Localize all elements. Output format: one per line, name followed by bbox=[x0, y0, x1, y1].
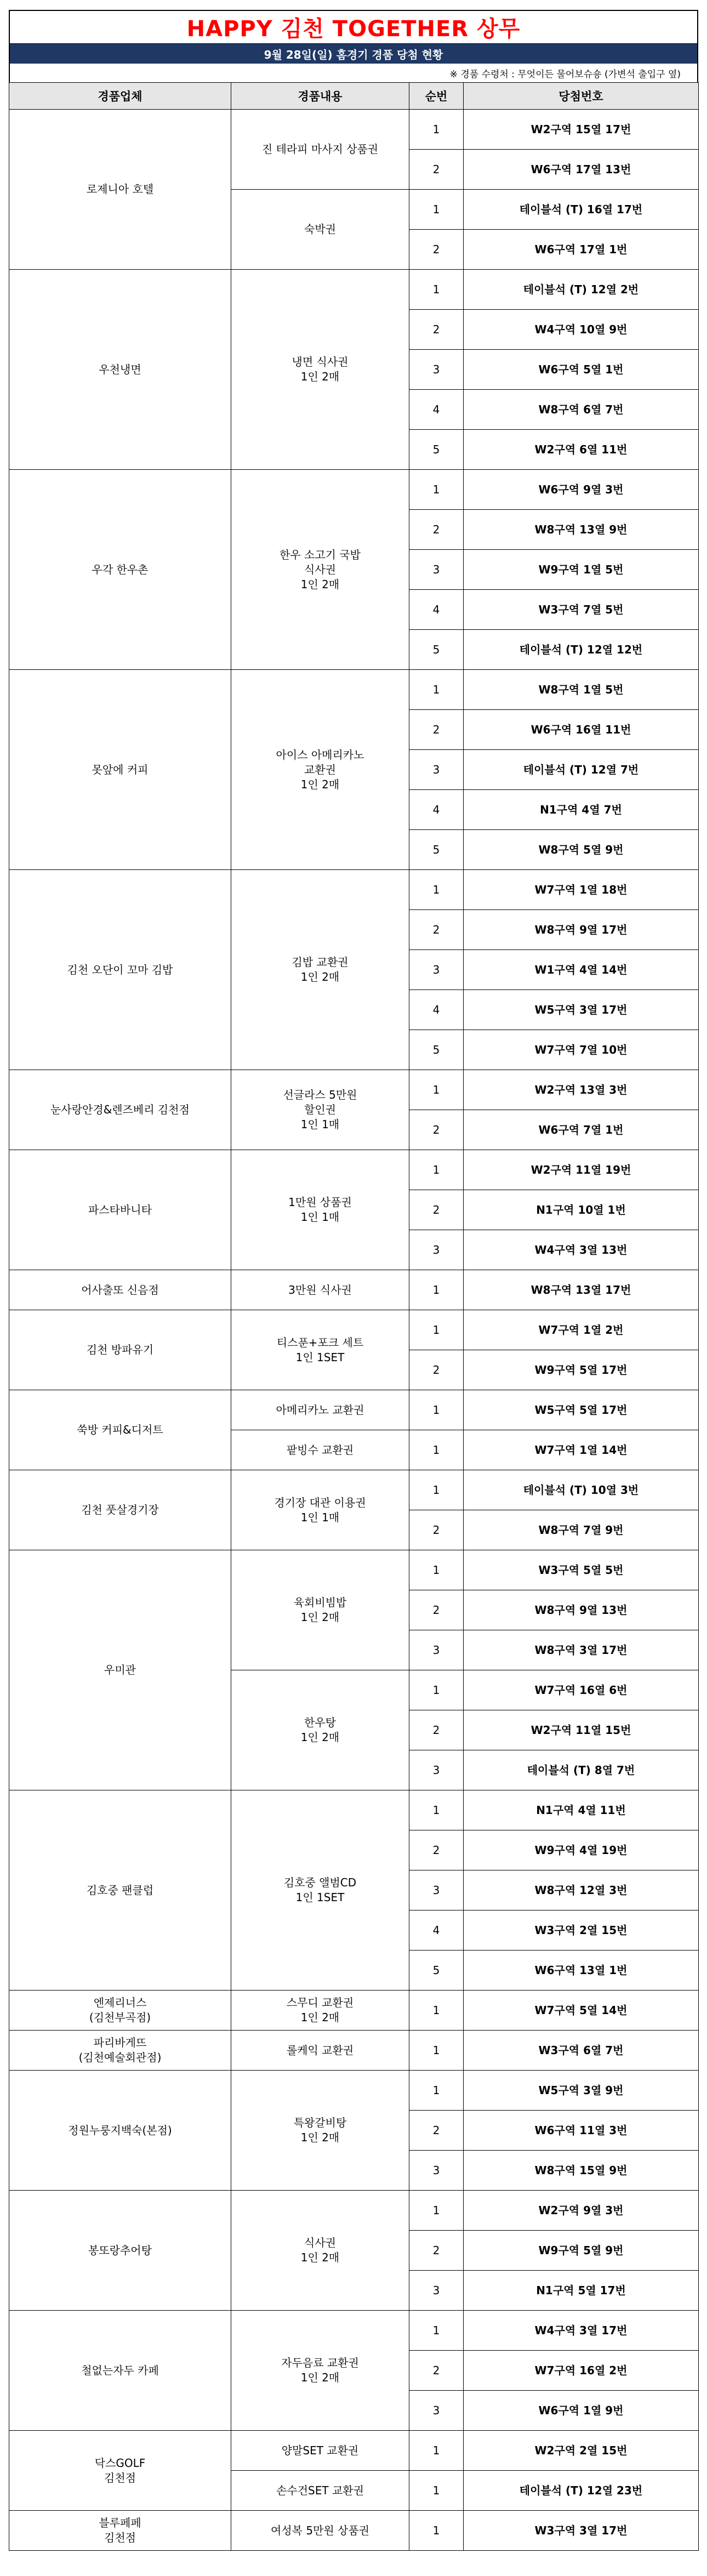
winner-cell: W9구역 4열 19번 bbox=[464, 1830, 699, 1870]
winner-cell: W6구역 9열 3번 bbox=[464, 470, 699, 510]
winner-cell: W8구역 12열 3번 bbox=[464, 1870, 699, 1910]
winner-cell: W7구역 16열 6번 bbox=[464, 1670, 699, 1710]
seq-cell: 1 bbox=[409, 870, 464, 910]
seq-cell: 3 bbox=[409, 2151, 464, 2191]
seq-cell: 3 bbox=[409, 2391, 464, 2431]
seq-cell: 2 bbox=[409, 1350, 464, 1390]
winner-cell: N1구역 5열 17번 bbox=[464, 2271, 699, 2311]
winner-cell: W2구역 13열 3번 bbox=[464, 1070, 699, 1110]
winner-cell: W2구역 2열 15번 bbox=[464, 2431, 699, 2471]
seq-cell: 2 bbox=[409, 1710, 464, 1750]
company-cell: 우미관 bbox=[9, 1550, 231, 1790]
seq-cell: 2 bbox=[409, 2231, 464, 2271]
item-cell: 자두음료 교환권 1인 2매 bbox=[231, 2311, 409, 2431]
seq-cell: 1 bbox=[409, 2311, 464, 2351]
company-cell: 못앞에 커피 bbox=[9, 670, 231, 870]
item-cell: 양말SET 교환권 bbox=[231, 2431, 409, 2471]
company-cell: 김천 방파유기 bbox=[9, 1310, 231, 1390]
winner-cell: W6구역 1열 9번 bbox=[464, 2391, 699, 2431]
seq-cell: 4 bbox=[409, 790, 464, 830]
seq-cell: 1 bbox=[409, 190, 464, 230]
winner-cell: W6구역 13열 1번 bbox=[464, 1951, 699, 1991]
seq-cell: 1 bbox=[409, 1150, 464, 1190]
company-cell: 철없는자두 카페 bbox=[9, 2311, 231, 2431]
item-cell: 육회비빔밥 1인 2매 bbox=[231, 1550, 409, 1670]
item-cell: 진 테라피 마사지 상품권 bbox=[231, 110, 409, 190]
winner-cell: W4구역 3열 13번 bbox=[464, 1230, 699, 1270]
company-cell: 우천냉면 bbox=[9, 270, 231, 470]
seq-cell: 2 bbox=[409, 510, 464, 550]
seq-cell: 2 bbox=[409, 150, 464, 190]
seq-cell: 1 bbox=[409, 1310, 464, 1350]
winner-cell: W7구역 1열 18번 bbox=[464, 870, 699, 910]
seq-cell: 3 bbox=[409, 1870, 464, 1910]
seq-cell: 2 bbox=[409, 1510, 464, 1550]
seq-cell: 2 bbox=[409, 1830, 464, 1870]
seq-cell: 3 bbox=[409, 1230, 464, 1270]
item-cell: 3만원 식사권 bbox=[231, 1270, 409, 1310]
seq-cell: 1 bbox=[409, 670, 464, 710]
winner-cell: W1구역 4열 14번 bbox=[464, 950, 699, 990]
seq-cell: 1 bbox=[409, 1790, 464, 1830]
item-cell: 한우 소고기 국밥 식사권 1인 2매 bbox=[231, 470, 409, 670]
item-cell: 1만원 상품권 1인 1매 bbox=[231, 1150, 409, 1270]
seq-cell: 2 bbox=[409, 230, 464, 270]
seq-cell: 1 bbox=[409, 1470, 464, 1510]
item-cell: 티스푼+포크 세트 1인 1SET bbox=[231, 1310, 409, 1390]
winner-cell: W3구역 5열 5번 bbox=[464, 1550, 699, 1590]
winner-cell: W2구역 11열 15번 bbox=[464, 1710, 699, 1750]
winner-cell: W6구역 17열 13번 bbox=[464, 150, 699, 190]
winner-cell: W6구역 17열 1번 bbox=[464, 230, 699, 270]
item-cell: 선글라스 5만원 할인권 1인 1매 bbox=[231, 1070, 409, 1150]
table-row bbox=[9, 2431, 699, 2471]
seq-cell: 2 bbox=[409, 310, 464, 350]
winner-cell: W4구역 10열 9번 bbox=[464, 310, 699, 350]
table-row bbox=[9, 2311, 699, 2351]
seq-cell: 5 bbox=[409, 1030, 464, 1070]
seq-cell: 1 bbox=[409, 1390, 464, 1430]
winner-cell: W3구역 3열 17번 bbox=[464, 2511, 699, 2551]
table-row bbox=[9, 1790, 699, 1830]
winner-cell: W6구역 16열 11번 bbox=[464, 710, 699, 750]
seq-cell: 1 bbox=[409, 110, 464, 150]
winner-cell: W8구역 7열 9번 bbox=[464, 1510, 699, 1550]
table-row bbox=[9, 1070, 699, 1110]
winner-cell: 테이블석 (T) 16열 17번 bbox=[464, 190, 699, 230]
item-cell: 팥빙수 교환권 bbox=[231, 1430, 409, 1470]
table-row bbox=[9, 870, 699, 910]
company-cell: 블루페페 김천점 bbox=[9, 2511, 231, 2551]
winner-cell: 테이블석 (T) 12열 23번 bbox=[464, 2471, 699, 2511]
item-cell: 경기장 대관 이용권 1인 1매 bbox=[231, 1470, 409, 1550]
table-row bbox=[9, 1150, 699, 1190]
winner-cell: N1구역 4열 11번 bbox=[464, 1790, 699, 1830]
seq-cell: 1 bbox=[409, 1270, 464, 1310]
company-cell: 쑥방 커피&디저트 bbox=[9, 1390, 231, 1470]
seq-cell: 1 bbox=[409, 2511, 464, 2551]
winner-cell: N1구역 4열 7번 bbox=[464, 790, 699, 830]
winner-cell: W8구역 3열 17번 bbox=[464, 1630, 699, 1670]
company-cell: 눈사랑안경&렌즈베리 김천점 bbox=[9, 1070, 231, 1150]
seq-cell: 1 bbox=[409, 1430, 464, 1470]
winner-cell: W7구역 1열 2번 bbox=[464, 1310, 699, 1350]
table-row bbox=[9, 470, 699, 510]
company-cell: 엔제리너스 (김천부곡점) bbox=[9, 1991, 231, 2031]
seq-cell: 1 bbox=[409, 1670, 464, 1710]
item-cell: 롤케익 교환권 bbox=[231, 2031, 409, 2071]
winner-cell: 테이블석 (T) 12열 12번 bbox=[464, 630, 699, 670]
winner-cell: W8구역 15열 9번 bbox=[464, 2151, 699, 2191]
winner-cell: W6구역 11열 3번 bbox=[464, 2111, 699, 2151]
table-row bbox=[9, 1310, 699, 1350]
header-seq: 순번 bbox=[409, 83, 464, 110]
winner-cell: W8구역 9열 13번 bbox=[464, 1590, 699, 1630]
winner-cell: W3구역 6열 7번 bbox=[464, 2031, 699, 2071]
winner-cell: W8구역 13열 9번 bbox=[464, 510, 699, 550]
table-row bbox=[9, 1270, 699, 1310]
winner-cell: W8구역 6열 7번 bbox=[464, 390, 699, 430]
company-cell: 파스타바니타 bbox=[9, 1150, 231, 1270]
company-cell: 파리바게뜨 (김천예술회관점) bbox=[9, 2031, 231, 2071]
winner-cell: W7구역 7열 10번 bbox=[464, 1030, 699, 1070]
item-cell: 냉면 식사권 1인 2매 bbox=[231, 270, 409, 470]
company-cell: 어사출또 신음점 bbox=[9, 1270, 231, 1310]
seq-cell: 1 bbox=[409, 2031, 464, 2071]
item-cell: 김호중 앨범CD 1인 1SET bbox=[231, 1790, 409, 1991]
winner-cell: N1구역 10열 1번 bbox=[464, 1190, 699, 1230]
winner-cell: W8구역 9열 17번 bbox=[464, 910, 699, 950]
winner-cell: W5구역 3열 17번 bbox=[464, 990, 699, 1030]
seq-cell: 1 bbox=[409, 2431, 464, 2471]
winner-cell: W2구역 15열 17번 bbox=[464, 110, 699, 150]
seq-cell: 3 bbox=[409, 2271, 464, 2311]
seq-cell: 5 bbox=[409, 1951, 464, 1991]
company-cell: 우각 한우촌 bbox=[9, 470, 231, 670]
seq-cell: 4 bbox=[409, 1910, 464, 1951]
seq-cell: 5 bbox=[409, 830, 464, 870]
item-cell: 숙박권 bbox=[231, 190, 409, 270]
winner-cell: W8구역 13열 17번 bbox=[464, 1270, 699, 1310]
winner-cell: W3구역 2열 15번 bbox=[464, 1910, 699, 1951]
seq-cell: 4 bbox=[409, 390, 464, 430]
item-cell: 김밥 교환권 1인 2매 bbox=[231, 870, 409, 1070]
company-cell: 로제니아 호텔 bbox=[9, 110, 231, 270]
header-winner: 당첨번호 bbox=[464, 83, 699, 110]
table-row bbox=[9, 2191, 699, 2231]
company-cell: 김호중 팬클럽 bbox=[9, 1790, 231, 1991]
item-cell: 여성복 5만원 상품권 bbox=[231, 2511, 409, 2551]
seq-cell: 3 bbox=[409, 1750, 464, 1790]
seq-cell: 2 bbox=[409, 1190, 464, 1230]
item-cell: 식사권 1인 2매 bbox=[231, 2191, 409, 2311]
winner-cell: W9구역 1열 5번 bbox=[464, 550, 699, 590]
seq-cell: 1 bbox=[409, 2191, 464, 2231]
seq-cell: 2 bbox=[409, 710, 464, 750]
winner-cell: W9구역 5열 17번 bbox=[464, 1350, 699, 1390]
winner-cell: 테이블석 (T) 10열 3번 bbox=[464, 1470, 699, 1510]
winner-cell: W3구역 7열 5번 bbox=[464, 590, 699, 630]
company-cell: 봉또랑추어탕 bbox=[9, 2191, 231, 2311]
header-item: 경품내용 bbox=[231, 83, 409, 110]
winner-cell: W2구역 6열 11번 bbox=[464, 430, 699, 470]
seq-cell: 1 bbox=[409, 2071, 464, 2111]
seq-cell: 3 bbox=[409, 750, 464, 790]
seq-cell: 4 bbox=[409, 990, 464, 1030]
seq-cell: 1 bbox=[409, 1550, 464, 1590]
seq-cell: 2 bbox=[409, 1590, 464, 1630]
seq-cell: 2 bbox=[409, 1110, 464, 1150]
item-cell: 아이스 아메리카노 교환권 1인 2매 bbox=[231, 670, 409, 870]
page-subtitle: 9월 28일(일) 홈경기 경품 당첨 현황 bbox=[9, 44, 698, 64]
seq-cell: 1 bbox=[409, 2471, 464, 2511]
winner-cell: 테이블석 (T) 8열 7번 bbox=[464, 1750, 699, 1790]
winner-cell: W2구역 11열 19번 bbox=[464, 1150, 699, 1190]
winners-table bbox=[9, 82, 699, 2551]
table-row bbox=[9, 2071, 699, 2111]
table-row bbox=[9, 670, 699, 710]
seq-cell: 1 bbox=[409, 270, 464, 310]
table-row bbox=[9, 2031, 699, 2071]
winner-cell: W8구역 1열 5번 bbox=[464, 670, 699, 710]
winner-cell: W8구역 5열 9번 bbox=[464, 830, 699, 870]
seq-cell: 3 bbox=[409, 1630, 464, 1670]
seq-cell: 1 bbox=[409, 1991, 464, 2031]
seq-cell: 5 bbox=[409, 430, 464, 470]
item-cell: 아메리카노 교환권 bbox=[231, 1390, 409, 1430]
table-row bbox=[9, 110, 699, 150]
winner-cell: W5구역 3열 9번 bbox=[464, 2071, 699, 2111]
item-cell: 특왕갈비탕 1인 2매 bbox=[231, 2071, 409, 2191]
winner-cell: W7구역 16열 2번 bbox=[464, 2351, 699, 2391]
company-cell: 김천 오단이 꼬마 김밥 bbox=[9, 870, 231, 1070]
seq-cell: 1 bbox=[409, 470, 464, 510]
company-cell: 닥스GOLF 김천점 bbox=[9, 2431, 231, 2511]
seq-cell: 2 bbox=[409, 2351, 464, 2391]
winner-cell: W4구역 3열 17번 bbox=[464, 2311, 699, 2351]
seq-cell: 1 bbox=[409, 1070, 464, 1110]
seq-cell: 3 bbox=[409, 950, 464, 990]
table-row bbox=[9, 270, 699, 310]
prize-sheet bbox=[9, 10, 698, 2551]
company-cell: 정원누룽지백숙(본점) bbox=[9, 2071, 231, 2191]
winner-cell: W5구역 5열 17번 bbox=[464, 1390, 699, 1430]
seq-cell: 3 bbox=[409, 550, 464, 590]
seq-cell: 5 bbox=[409, 630, 464, 670]
page-title: HAPPY 김천 TOGETHER 상무 bbox=[9, 10, 698, 44]
table-row bbox=[9, 1470, 699, 1510]
table-row bbox=[9, 1991, 699, 2031]
winner-cell: W6구역 7열 1번 bbox=[464, 1110, 699, 1150]
table-row bbox=[9, 1390, 699, 1430]
item-cell: 손수건SET 교환권 bbox=[231, 2471, 409, 2511]
winner-cell: 테이블석 (T) 12열 2번 bbox=[464, 270, 699, 310]
seq-cell: 3 bbox=[409, 350, 464, 390]
table-row bbox=[9, 1550, 699, 1590]
pickup-notice: ※ 경품 수령처 : 무엇이든 물어보슈숑 (가변석 출입구 옆) bbox=[9, 64, 698, 82]
winner-cell: 테이블석 (T) 12열 7번 bbox=[464, 750, 699, 790]
item-cell: 스무디 교환권 1인 2매 bbox=[231, 1991, 409, 2031]
winner-cell: W7구역 1열 14번 bbox=[464, 1430, 699, 1470]
winner-cell: W2구역 9열 3번 bbox=[464, 2191, 699, 2231]
table-header-row bbox=[9, 83, 699, 110]
seq-cell: 2 bbox=[409, 2111, 464, 2151]
winner-cell: W6구역 5열 1번 bbox=[464, 350, 699, 390]
seq-cell: 2 bbox=[409, 910, 464, 950]
table-row bbox=[9, 2511, 699, 2551]
header-company: 경품업체 bbox=[9, 83, 231, 110]
winner-cell: W9구역 5열 9번 bbox=[464, 2231, 699, 2271]
company-cell: 김천 풋살경기장 bbox=[9, 1470, 231, 1550]
winner-cell: W7구역 5열 14번 bbox=[464, 1991, 699, 2031]
seq-cell: 4 bbox=[409, 590, 464, 630]
item-cell: 한우탕 1인 2매 bbox=[231, 1670, 409, 1790]
